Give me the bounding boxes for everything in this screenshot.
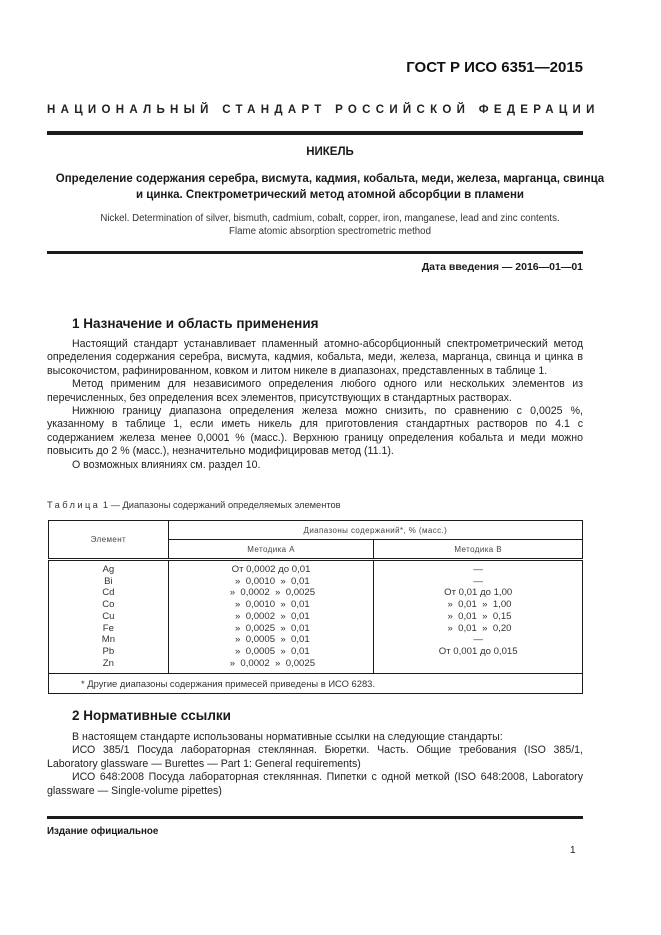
column-header-method-a: Методика А bbox=[168, 540, 374, 560]
method-a-cell: » 0,0025 » 0,01 bbox=[232, 622, 310, 634]
method-b-cell: » 0,01 » 0,15 bbox=[444, 610, 512, 622]
element-cell: Cd bbox=[102, 587, 115, 599]
method-b-cell: От 0,01 до 1,00 bbox=[444, 587, 513, 599]
section-1-body bbox=[47, 338, 583, 472]
element-cell: Zn bbox=[102, 657, 114, 669]
paragraph: Настоящий стандарт устанавливает пламенный атомно-абсорбционный спектрометрический метод определения содержания серебра, висмута, кадмия, кобальта, меди, железа, марганца, свинца и цинка в высокочистом, рафинированном, ковком и литом никеле в диапазонах, представленных в таблице 1. bbox=[47, 338, 583, 377]
introduction-date: Дата введения — 2016—01—01 bbox=[421, 261, 583, 273]
table-data-row bbox=[49, 560, 583, 674]
paragraph: О возможных влияниях см. раздел 10. bbox=[72, 458, 261, 471]
column-group-header: Диапазоны содержаний*, % (масс.) bbox=[168, 521, 582, 540]
subtitle-line: и цинка. Спектрометрический метод атомной абсорбции в пламени bbox=[136, 189, 524, 201]
table-1 bbox=[48, 520, 583, 694]
table-caption-text: 1 — Диапазоны содержаний определяемых элементов bbox=[100, 500, 341, 510]
table-footnote: * Другие диапазоны содержания примесей приведены в ИСО 6283. bbox=[49, 674, 583, 694]
element-cell: Fe bbox=[102, 622, 114, 634]
element-cell: Ag bbox=[102, 564, 115, 575]
method-a-column bbox=[168, 560, 374, 674]
page-number: 1 bbox=[570, 845, 576, 856]
paragraph: Нижнюю границу диапазона определения железа можно снизить, по сравнению с 0,0025 %, указанному в таблице 1, если иметь никель для приготовления стандартных растворов по 4.1 с содержанием железа менее 0,0001 % (масс.). Верхнюю границу определения кобальта и меди можно повысить до 2 % (масс.), незначительно модифицировав метод (11.1). bbox=[47, 405, 583, 458]
table-1-caption bbox=[47, 500, 341, 510]
section-1-heading: 1 Назначение и область применения bbox=[72, 316, 319, 331]
element-cell: Pb bbox=[102, 645, 115, 657]
paragraph: В настоящем стандарте использованы нормативные ссылки на следующие стандарты: bbox=[72, 731, 503, 743]
national-standard-banner: НАЦИОНАЛЬНЫЙ СТАНДАРТ РОССИЙСКОЙ ФЕДЕРАЦИИ bbox=[47, 104, 600, 116]
method-b-cell: — bbox=[473, 575, 483, 587]
subtitle-line: Определение содержания серебра, висмута, кадмия, кобальта, меди, железа, марганца, свинца bbox=[55, 173, 605, 185]
document-subtitle bbox=[30, 171, 630, 203]
method-a-cell: » 0,0005 » 0,01 bbox=[232, 645, 310, 657]
document-title: НИКЕЛЬ bbox=[306, 146, 354, 158]
method-b-cell: От 0,001 до 0,015 bbox=[438, 645, 518, 657]
element-column bbox=[49, 560, 169, 674]
method-a-cell: » 0,0002 » 0,01 bbox=[232, 610, 310, 622]
english-title bbox=[30, 212, 630, 238]
reference-item: ИСО 385/1 Посуда лабораторная стеклянная. Бюретки. Часть. Общие требования (ISO 385/1, Laboratory glassware — Burettes — Part 1: General requirements) bbox=[47, 744, 583, 770]
element-cell: Co bbox=[102, 599, 115, 611]
document-code: ГОСТ Р ИСО 6351—2015 bbox=[406, 59, 583, 76]
title-rule bbox=[47, 251, 583, 254]
english-title-line: Flame atomic absorption spectrometric method bbox=[229, 226, 431, 237]
section-2-body bbox=[47, 731, 583, 798]
method-a-cell: От 0,0002 до 0,01 bbox=[231, 564, 311, 575]
method-b-cell: — bbox=[473, 564, 483, 575]
paragraph: Метод применим для независимого определения любого одного или нескольких элементов из перечисленных, без определения всех элементов, присутствующих в стандартных растворах. bbox=[47, 378, 583, 404]
element-cell: Bi bbox=[104, 575, 113, 587]
header-rule bbox=[47, 131, 583, 135]
method-a-cell: » 0,0002 » 0,0025 bbox=[227, 657, 316, 669]
column-header-element: Элемент bbox=[49, 521, 169, 560]
reference-item: ИСО 648:2008 Посуда лабораторная стеклянная. Пипетки с одной меткой (ISO 648:2008, Laboratory glassware — Single-volume pipettes) bbox=[47, 771, 583, 797]
method-b-cell: » 0,01 » 0,20 bbox=[444, 622, 512, 634]
method-b-cell: — bbox=[473, 634, 483, 646]
method-a-cell: » 0,0005 » 0,01 bbox=[232, 634, 310, 646]
table-caption-prefix: Таблица bbox=[47, 500, 101, 510]
method-a-cell: » 0,0010 » 0,01 bbox=[232, 599, 310, 611]
method-b-cell: » 0,01 » 1,00 bbox=[444, 599, 512, 611]
column-header-method-b: Методика В bbox=[374, 540, 583, 560]
element-cell: Cu bbox=[102, 610, 115, 622]
method-a-cell: » 0,0002 » 0,0025 bbox=[227, 587, 316, 599]
method-b-column bbox=[374, 560, 583, 674]
english-title-line: Nickel. Determination of silver, bismuth, cadmium, cobalt, copper, iron, manganese, lead and zinc contents. bbox=[100, 213, 560, 224]
method-a-cell: » 0,0010 » 0,01 bbox=[232, 575, 310, 587]
footer-rule bbox=[47, 816, 583, 819]
element-cell: Mn bbox=[101, 634, 116, 646]
section-2-heading: 2 Нормативные ссылки bbox=[72, 708, 231, 723]
official-edition-label: Издание официальное bbox=[47, 826, 159, 837]
